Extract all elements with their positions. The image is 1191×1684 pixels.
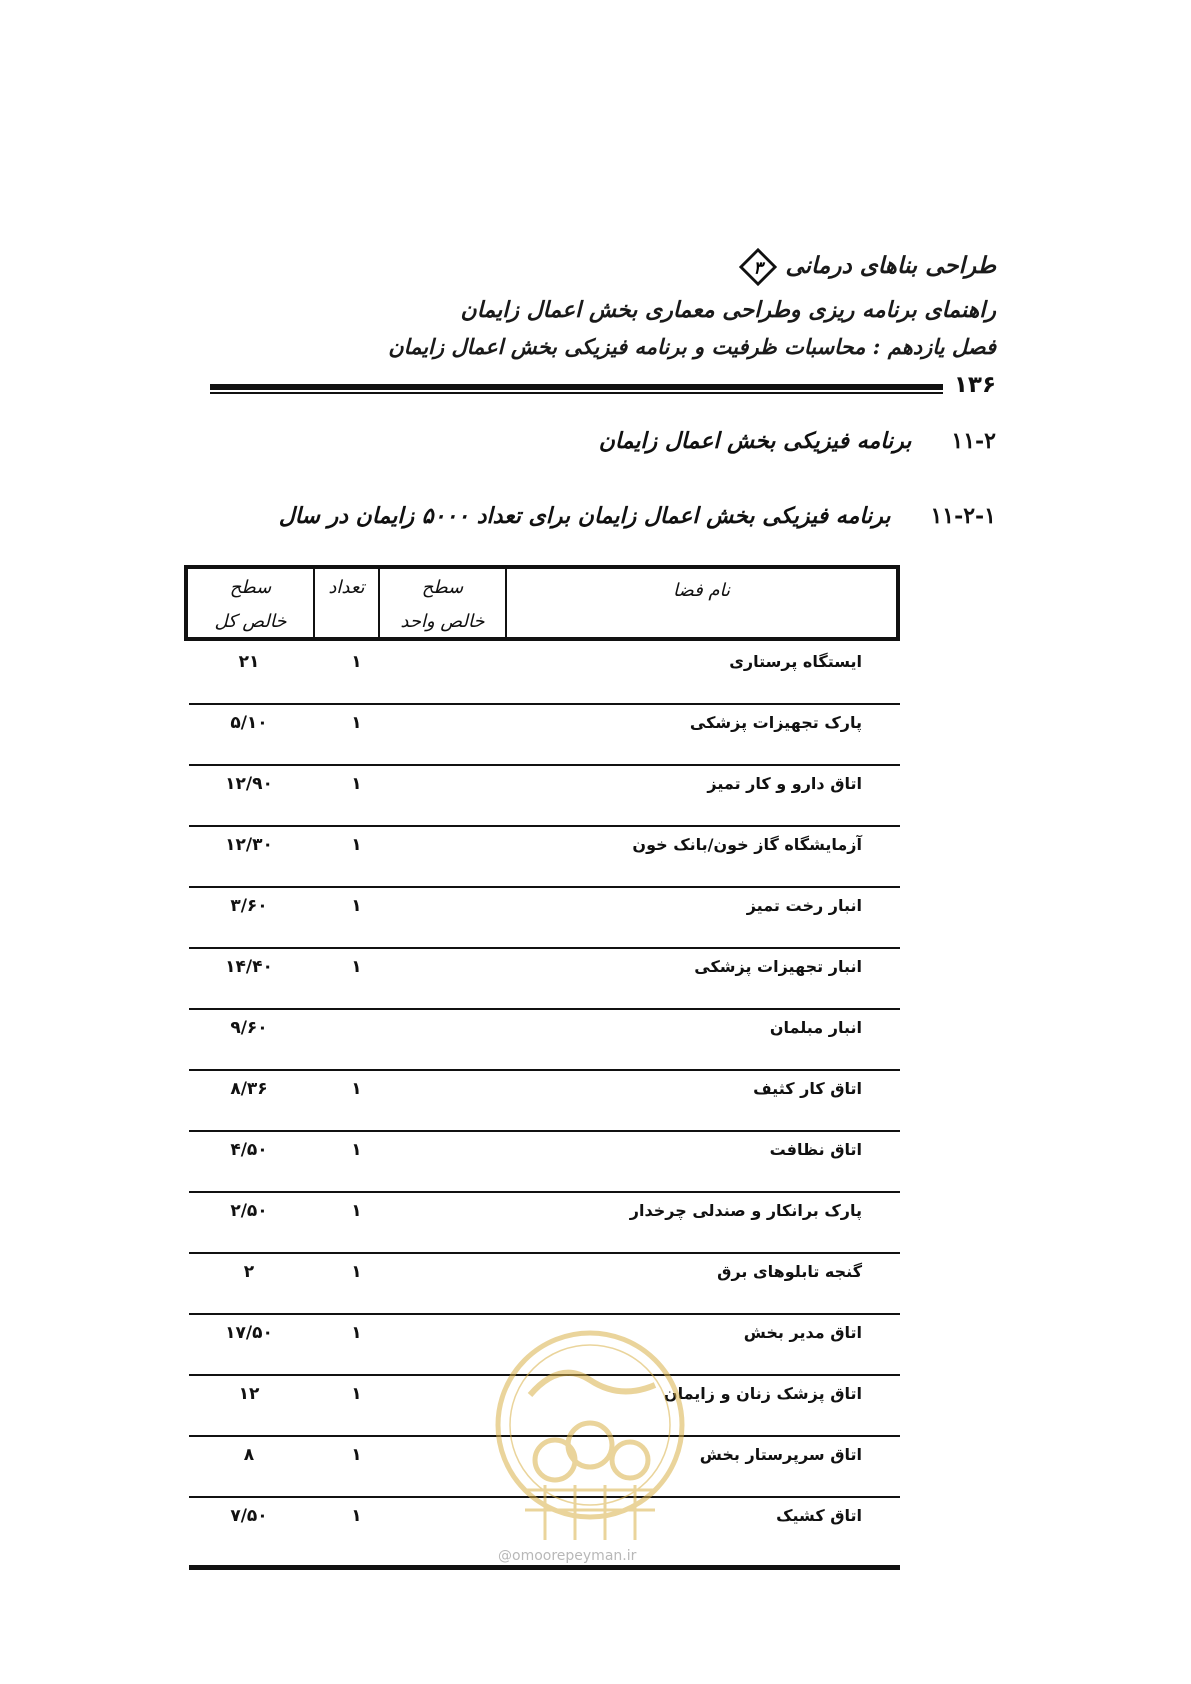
space-name: پارک برانکار و صندلی چرخدار [629,1201,862,1220]
chapter-title: فصل یازدهم : محاسبات ظرفیت و برنامه فیزیکی بخش اعمال زایمان [388,334,996,359]
table-bottom-rule [189,1565,900,1570]
space-total-area: ۱۲/۳۰ [225,835,273,855]
space-name: اتاق سرپرستار بخش [699,1445,862,1464]
space-count: ۱ [351,1079,362,1099]
space-count: ۱ [351,713,362,733]
space-name: اتاق پزشک زنان و زایمان [663,1384,862,1403]
header-unit-net-area [380,569,507,637]
space-count: ۱ [351,1445,362,1465]
header-count-label: تعداد [328,577,365,598]
book-subtitle: راهنمای برنامه ریزی وطراحی معماری بخش اعمال زایمان [460,297,996,323]
space-name: گنجه تابلوهای برق [717,1262,862,1281]
space-count: ۱ [351,835,362,855]
space-total-area: ۴/۵۰ [230,1140,268,1160]
space-name: اتاق دارو و کار تمیز [707,774,862,793]
header-total-net-area [188,569,315,637]
page-number: ۱۳۶ [953,372,996,398]
volume-number: ۳ [753,258,764,279]
table-row [189,827,900,888]
space-count: ۱ [351,1384,362,1404]
space-count: ۱ [351,1262,362,1282]
space-count: ۱ [351,1323,362,1343]
header-unit-area-line2: خالص واحد [400,611,485,633]
subsection-heading-5000-deliveries [279,503,996,529]
space-name: اتاق مدیر بخش [743,1323,862,1342]
book-title [735,248,996,286]
header-count [315,569,380,637]
table-header [184,565,900,641]
header-total-area-line1: سطح [229,577,272,598]
header-space-name [507,569,896,637]
header-space-name-label: نام فضا [672,580,731,601]
subsection-number: ۱۱-۲-۱ [930,503,996,529]
space-total-area: ۲/۵۰ [230,1201,268,1221]
space-name: آزمایشگاه گاز خون/بانک خون [632,835,862,854]
space-name: اتاق نظافت [769,1140,862,1159]
volume-badge [739,248,777,286]
table-row [189,766,900,827]
space-count: ۱ [351,774,362,794]
space-total-area: ۱۷/۵۰ [225,1323,273,1343]
table-row [189,705,900,766]
header-unit-area-line1: سطح [421,577,464,598]
space-total-area: ۹/۶۰ [230,1018,268,1038]
space-name: انبار تجهیزات پزشکی [694,957,862,976]
subsection-title: برنامه فیزیکی بخش اعمال زایمان برای تعداد ۵۰۰۰ زایمان در سال [278,503,891,529]
header-total-area-line2: خالص کل [214,611,287,633]
space-name: اتاق کشیک [776,1506,862,1525]
space-total-area: ۱۴/۴۰ [225,957,273,977]
space-name: اتاق کار کثیف [753,1079,862,1098]
space-count: ۱ [351,1140,362,1160]
section-number: ۱۱-۲ [951,428,996,454]
table-row [189,1254,900,1315]
space-total-area: ۲ [243,1262,255,1282]
space-count: ۱ [351,1506,362,1526]
watermark-seal-logo [490,1325,690,1555]
table-row [189,644,900,705]
watermark-url: @omoorepeyman.ir [498,1548,637,1564]
space-name: انبار مبلمان [769,1018,862,1037]
space-total-area: ۸/۳۶ [230,1079,268,1099]
section-title: برنامه فیزیکی بخش اعمال زایمان [598,428,912,454]
table-row [189,1193,900,1254]
space-count: ۱ [351,957,362,977]
space-total-area: ۱۲/۹۰ [225,774,273,794]
header-rule-thick [210,384,943,390]
table-row [189,1010,900,1071]
space-total-area: ۷/۵۰ [230,1506,268,1526]
header-rule-thin [210,392,943,394]
space-name: پارک تجهیزات پزشکی [689,713,862,732]
book-title-text: طراحی بناهای درمانی [785,252,996,279]
space-count: ۱ [351,896,362,916]
space-total-area: ۵/۱۰ [230,713,268,733]
table-row [189,888,900,949]
space-count: ۱ [351,1201,362,1221]
space-total-area: ۳/۶۰ [230,896,268,916]
table-row [189,1071,900,1132]
table-row [189,1132,900,1193]
space-total-area: ۲۱ [238,652,260,672]
space-name: ایستگاه پرستاری [729,652,862,671]
space-count: ۱ [351,652,362,672]
table-row [189,949,900,1010]
space-name: انبار رخت تمیز [746,896,862,915]
space-total-area: ۱۲ [238,1384,260,1404]
space-total-area: ۸ [243,1445,255,1465]
section-heading-physical-program [599,428,996,454]
